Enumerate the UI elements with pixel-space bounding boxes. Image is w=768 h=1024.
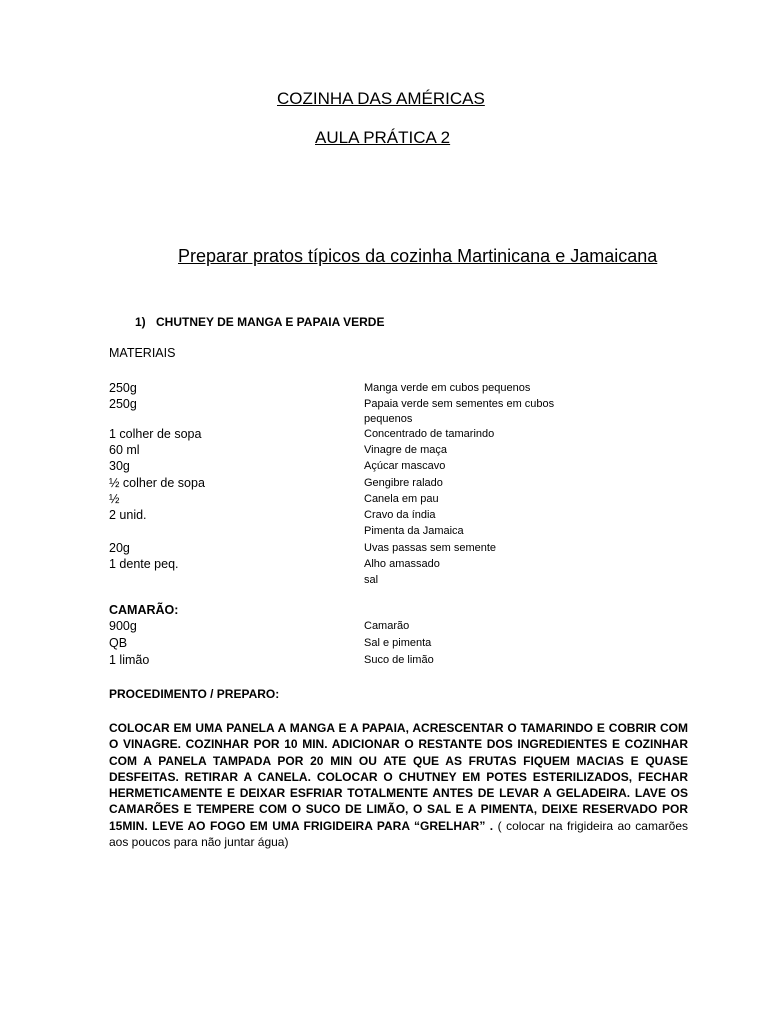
procedure-text-main: COLOCAR EM UMA PANELA A MANGA E A PAPAIA, ACRESCENTAR O TAMARINDO E COBRIR COM O VINAGRE. COZINHAR POR 10 MIN. ADICIONAR O RESTANTE DOS INGREDIENTES E COZINHAR COM A PANELA TAMPADA POR 20 MIN OU ATE QUE AS FRUTAS FIQUEM MACIAS E QUASE DESFEITAS. RETIRAR A CANELA. COLOCAR O CHUTNEY EM POTES ESTERILIZADOS, FECHAR HERMETICAMENTE E DEIXAR ESFRIAR TOTALMENTE ANTES DE LEVAR A GELADEIRA. LAVE OS CAMARÕES E TEMPERE COM O SUCO DE LIMÃO, O SAL E A PIMENTA, DEIXE RESERVADO POR 15MIN. LEVE AO FOGO EM UMA FRIGIDEIRA PARA “GRELHAR” . [109, 721, 688, 833]
material-item: Papaia verde sem sementes em cubos [364, 398, 555, 410]
material-item: Vinagre de maça [364, 444, 447, 456]
procedure-text [109, 720, 688, 850]
recipe-title: CHUTNEY DE MANGA E PAPAIA VERDE [156, 315, 385, 329]
material-qty: 20g [109, 541, 130, 555]
material-qty: 30g [109, 459, 130, 473]
material-qty: 1 dente peq. [109, 557, 179, 571]
material-qty: 60 ml [109, 443, 140, 457]
material-qty: 1 colher de sopa [109, 427, 202, 441]
material-item: pequenos [364, 413, 413, 425]
camarao-item: Suco de limão [364, 654, 434, 666]
camarao-qty: 1 limão [109, 653, 150, 667]
material-item: Manga verde em cubos pequenos [364, 382, 531, 394]
camarao-label: CAMARÃO: [109, 603, 179, 617]
camarao-qty: 900g [109, 619, 137, 633]
recipe-number: 1) [135, 315, 146, 329]
section-heading: Preparar pratos típicos da cozinha Martinicana e Jamaicana [178, 246, 658, 266]
material-qty: ½ colher de sopa [109, 476, 205, 490]
procedure-label: PROCEDIMENTO / PREPARO: [109, 687, 280, 701]
material-item: Alho amassado [364, 558, 440, 570]
procedure-text-tail: ( colocar na frigideira ao camarões aos poucos para não juntar água) [109, 818, 688, 850]
material-item: Açúcar mascavo [364, 460, 446, 472]
material-qty: 250g [109, 381, 137, 395]
material-item: Pimenta da Jamaica [364, 525, 464, 537]
material-qty: 250g [109, 397, 137, 411]
material-item: Cravo da índia [364, 509, 436, 521]
material-item: Uvas passas sem semente [364, 542, 497, 554]
document-title: COZINHA DAS AMÉRICAS [277, 89, 485, 108]
material-qty: 2 unid. [109, 508, 147, 522]
camarao-item: Camarão [364, 620, 410, 632]
material-item: sal [364, 574, 379, 586]
material-item: Concentrado de tamarindo [364, 428, 495, 440]
materials-label: MATERIAIS [109, 346, 176, 360]
camarao-qty: QB [109, 636, 128, 650]
material-item: Gengibre ralado [364, 477, 443, 489]
camarao-item: Sal e pimenta [364, 637, 432, 649]
material-qty: ½ [109, 492, 120, 506]
document-subtitle: AULA PRÁTICA 2 [315, 128, 451, 147]
material-item: Canela em pau [364, 493, 439, 505]
